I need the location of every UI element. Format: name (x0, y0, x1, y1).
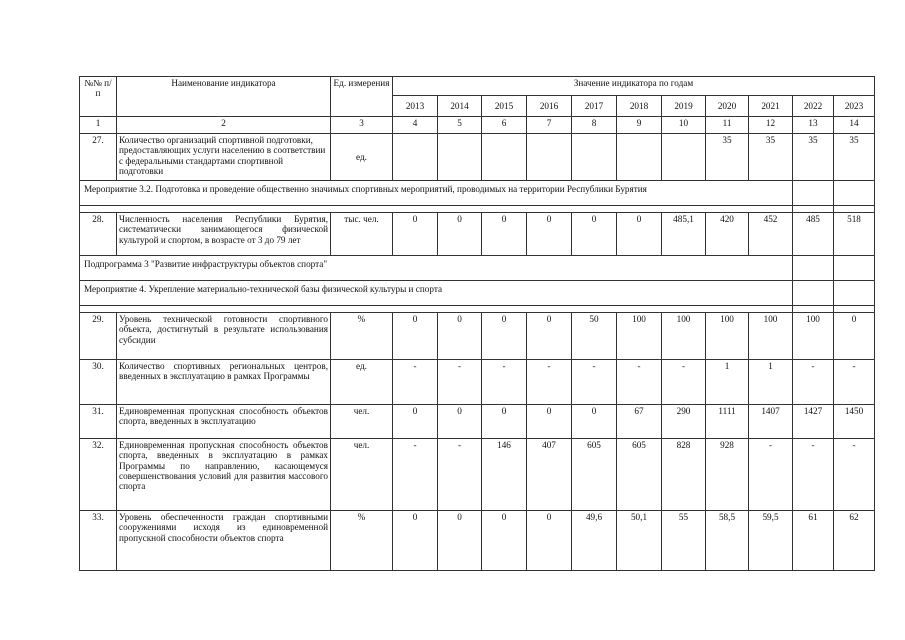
value-cell: 452 (749, 213, 793, 256)
column-number: 10 (662, 117, 706, 134)
column-number: 8 (572, 117, 617, 134)
indicator-unit: чел. (331, 439, 393, 511)
value-cell: 35 (793, 134, 834, 181)
value-cell: 828 (662, 439, 706, 511)
indicator-unit: % (331, 313, 393, 360)
year-cell: 2014 (438, 96, 482, 117)
value-cell: 1427 (793, 405, 834, 439)
indicator-name: Уровень технической готовности спортивного объекта, достигнутый в результате использования субсидии (117, 313, 331, 360)
column-number: 13 (793, 117, 834, 134)
year-cell: 2022 (793, 96, 834, 117)
row-number: 31. (80, 405, 117, 439)
column-number: 2 (117, 117, 331, 134)
value-cell: - (393, 439, 438, 511)
value-cell: 35 (749, 134, 793, 181)
value-cell (393, 134, 438, 181)
value-cell: - (793, 360, 834, 405)
value-cell: 100 (749, 313, 793, 360)
column-number: 9 (617, 117, 662, 134)
value-cell: 0 (527, 313, 572, 360)
empty-cell (834, 206, 875, 213)
value-cell: 35 (706, 134, 749, 181)
header-num: №№ п/п (80, 77, 117, 117)
column-number: 6 (482, 117, 527, 134)
value-cell: - (617, 360, 662, 405)
header-name: Наименование индикатора (117, 77, 331, 117)
row-number: 30. (80, 360, 117, 405)
value-cell: 0 (617, 213, 662, 256)
value-cell: 407 (527, 439, 572, 511)
value-cell: 0 (527, 213, 572, 256)
indicator-unit: тыс. чел. (331, 213, 393, 256)
header-values: Значение индикатора по годам (393, 77, 875, 96)
column-number: 4 (393, 117, 438, 134)
value-cell: 1450 (834, 405, 875, 439)
indicator-unit: ед. (331, 360, 393, 405)
value-cell: - (527, 360, 572, 405)
empty-cell (834, 306, 875, 313)
indicator-table (79, 76, 875, 571)
year-cell: 2019 (662, 96, 706, 117)
value-cell: 0 (393, 313, 438, 360)
year-cell: 2018 (617, 96, 662, 117)
column-number-row (80, 117, 875, 134)
row-number: 33. (80, 511, 117, 571)
section-title: Мероприятие 3.2. Подготовка и проведение общественно значимых спортивных мероприятий, проводимых на территории Республики Бурятия (80, 181, 793, 206)
section-row (80, 281, 875, 306)
indicator-name: Единовременная пропускная способность объектов спорта, введенных в эксплуатацию в рамках Программы по направлению, касающемуся совершенствования условий для развития массового спорта (117, 439, 331, 511)
value-cell: 0 (572, 213, 617, 256)
column-number: 12 (749, 117, 793, 134)
indicator-unit: чел. (331, 405, 393, 439)
value-cell: 50 (572, 313, 617, 360)
value-cell: 1407 (749, 405, 793, 439)
value-cell: - (572, 360, 617, 405)
subprogram-row (80, 256, 875, 281)
value-cell: 61 (793, 511, 834, 571)
empty-cell (834, 181, 875, 206)
column-number: 11 (706, 117, 749, 134)
spacer-row (80, 306, 875, 313)
value-cell: 146 (482, 439, 527, 511)
value-cell: - (662, 360, 706, 405)
empty-cell (793, 256, 834, 281)
indicator-name: Уровень обеспеченности граждан спортивными сооружениями исходя из единовременной пропускной способности объектов спорта (117, 511, 331, 571)
value-cell (572, 134, 617, 181)
value-cell: 100 (793, 313, 834, 360)
value-cell: 62 (834, 511, 875, 571)
table-row-32 (80, 439, 875, 511)
section-title: Мероприятие 4. Укрепление материально-технической базы физической культуры и спорта (80, 281, 793, 306)
value-cell: 0 (482, 511, 527, 571)
value-cell: - (793, 439, 834, 511)
subprogram-title: Подпрограмма 3 "Развитие инфраструктуры объектов спорта" (80, 256, 793, 281)
indicator-name: Количество организаций спортивной подготовки, предоставляющих услуги населению в соответствии с федеральными стандартами спортивной подготовки (117, 134, 331, 181)
value-cell: 485 (793, 213, 834, 256)
empty-cell (793, 281, 834, 306)
empty-cell (793, 181, 834, 206)
value-cell: 605 (617, 439, 662, 511)
value-cell: 485,1 (662, 213, 706, 256)
value-cell: 0 (393, 213, 438, 256)
value-cell: 0 (438, 511, 482, 571)
value-cell: - (438, 439, 482, 511)
value-cell: 1111 (706, 405, 749, 439)
column-number: 7 (527, 117, 572, 134)
column-number: 5 (438, 117, 482, 134)
value-cell: 100 (706, 313, 749, 360)
value-cell: 0 (527, 405, 572, 439)
value-cell: 50,1 (617, 511, 662, 571)
year-cell: 2020 (706, 96, 749, 117)
value-cell (617, 134, 662, 181)
value-cell: 0 (482, 313, 527, 360)
table-row-31 (80, 405, 875, 439)
value-cell: 0 (482, 405, 527, 439)
value-cell: 0 (393, 405, 438, 439)
empty-cell (834, 281, 875, 306)
row-number: 32. (80, 439, 117, 511)
header-row (80, 77, 875, 96)
column-number: 14 (834, 117, 875, 134)
value-cell: 100 (617, 313, 662, 360)
value-cell: 59,5 (749, 511, 793, 571)
value-cell: - (438, 360, 482, 405)
indicator-name: Единовременная пропускная способность объектов спорта, введенных в эксплуатацию (117, 405, 331, 439)
value-cell: 1 (749, 360, 793, 405)
value-cell: 0 (438, 405, 482, 439)
column-number: 3 (331, 117, 393, 134)
value-cell: 100 (662, 313, 706, 360)
value-cell (527, 134, 572, 181)
empty-cell (793, 306, 834, 313)
value-cell: 67 (617, 405, 662, 439)
table-row-33 (80, 511, 875, 571)
value-cell: 518 (834, 213, 875, 256)
row-number: 27. (80, 134, 117, 181)
section-row (80, 181, 875, 206)
value-cell: 0 (438, 313, 482, 360)
value-cell: 420 (706, 213, 749, 256)
spacer-cell (80, 206, 793, 213)
value-cell: - (749, 439, 793, 511)
header-unit: Ед. измерения (331, 77, 393, 117)
spacer-row (80, 206, 875, 213)
indicator-name: Численность населения Республики Бурятия, систематически занимающегося физической культурой и спортом, в возрасте от 3 до 79 лет (117, 213, 331, 256)
value-cell: 290 (662, 405, 706, 439)
value-cell: 0 (438, 213, 482, 256)
year-cell: 2017 (572, 96, 617, 117)
value-cell: - (834, 360, 875, 405)
value-cell: 49,6 (572, 511, 617, 571)
spacer-cell (80, 306, 793, 313)
value-cell (438, 134, 482, 181)
value-cell: 55 (662, 511, 706, 571)
value-cell (662, 134, 706, 181)
year-cell: 2023 (834, 96, 875, 117)
value-cell: 928 (706, 439, 749, 511)
value-cell: 605 (572, 439, 617, 511)
value-cell: 0 (527, 511, 572, 571)
year-cell: 2013 (393, 96, 438, 117)
value-cell: - (482, 360, 527, 405)
row-number: 28. (80, 213, 117, 256)
value-cell: 35 (834, 134, 875, 181)
year-cell: 2015 (482, 96, 527, 117)
value-cell: 1 (706, 360, 749, 405)
indicator-name: Количество спортивных региональных центров, введенных в эксплуатацию в рамках Программы (117, 360, 331, 405)
table-row-30 (80, 360, 875, 405)
table-row-27 (80, 134, 875, 181)
value-cell: 0 (834, 313, 875, 360)
empty-cell (793, 206, 834, 213)
value-cell: 0 (482, 213, 527, 256)
table-row-29 (80, 313, 875, 360)
indicator-unit: ед. (331, 134, 393, 181)
value-cell: 0 (393, 511, 438, 571)
row-number: 29. (80, 313, 117, 360)
value-cell: - (834, 439, 875, 511)
value-cell: - (393, 360, 438, 405)
table-row-28 (80, 213, 875, 256)
value-cell: 58,5 (706, 511, 749, 571)
value-cell: 0 (572, 405, 617, 439)
indicator-unit: % (331, 511, 393, 571)
year-cell: 2016 (527, 96, 572, 117)
value-cell (482, 134, 527, 181)
empty-cell (834, 256, 875, 281)
column-number: 1 (80, 117, 117, 134)
year-cell: 2021 (749, 96, 793, 117)
